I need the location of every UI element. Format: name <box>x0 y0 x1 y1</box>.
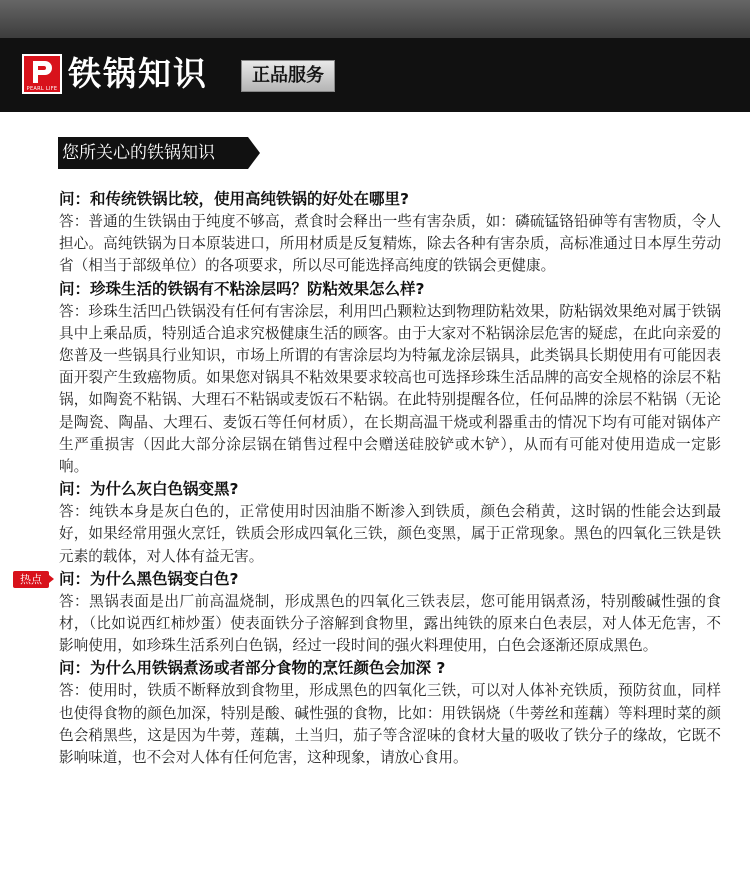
answer: 答：使用时，铁质不断释放到食物里，形成黑色的四氧化三铁，可以对人体补充铁质，预防贫血，同样也使得食物的颜色加深，特别是酸、碱性强的食物，比如：用铁锅烧（牛蒡丝和莲藕）等料理时菜的颜色会稍黑些，这是因为牛蒡，莲藕，土当归，茄子等含涩味的食材大量的吸收了铁分子的缘故，它既不影响味道，也不会对人体有任何危害，这种现象，请放心食用。 <box>59 682 721 767</box>
qa-item <box>59 657 721 769</box>
header-top-band <box>0 0 750 40</box>
answer: 答：珍珠生活凹凸铁锅没有任何有害涂层，利用凹凸颗粒达到物理防粘效果，防粘锅效果绝对属于铁锅具中上乘品质，特别适合追求究极健康生活的顾客。由于大家对不粘锅涂层危害的疑虑，在此向亲爱的您普及一些锅具行业知识，市场上所谓的有害涂层均为特氟龙涂层锅具，此类锅具长期使用有可能因表面开裂产生致癌物质。如果您对锅具不粘效果要求较高也可选择珍珠生活品牌的高安全规格的涂层不粘锅，如陶瓷不粘锅、大理石不粘锅或麦饭石不粘锅。在此特别提醒各位，任何品牌的涂层不粘锅（无论是陶瓷、陶晶、大理石、麦饭石等任何材质），在长期高温干烧或利器重击的情况下均有可能对锅体产生严重损害（因此大部分涂层锅在销售过程中会赠送硅胶铲或木铲），从而有可能对使用造成一定影响。 <box>59 302 721 476</box>
page-title: 铁锅知识 <box>68 54 208 93</box>
question: 问：为什么黑色锅变白色? <box>59 569 239 588</box>
question: 问：为什么灰白色锅变黑? <box>59 480 239 499</box>
question: 问：为什么用铁锅煮汤或者部分食物的烹饪颜色会加深 ? <box>59 659 446 678</box>
page-header <box>0 0 750 112</box>
qa-item <box>59 278 721 479</box>
question: 问：和传统铁锅比较，使用高纯铁锅的好处在哪里? <box>59 190 409 208</box>
section-title: 您所关心的铁锅知识 <box>62 143 215 163</box>
qa-list <box>20 188 721 769</box>
qa-item <box>20 568 721 658</box>
answer: 答：普通的生铁锅由于纯度不够高，煮食时会释出一些有害杂质，如：磷硫锰铬铅砷等有害物质，令人担心。高纯铁锅为日本原装进口，所用材质是反复精炼，除去各种有害杂质，高标准通过日本厚生劳动省（相当于部级单位）的各项要求，所以尽可能选择高纯度的铁锅会更健康。 <box>59 213 721 275</box>
brand-logo <box>22 54 62 94</box>
hot-tag: 热点 <box>13 571 49 588</box>
logo-brand-text: PEARL LIFE <box>26 86 58 92</box>
qa-item <box>59 188 721 278</box>
question: 问：珍珠生活的铁锅有不粘涂层吗？防粘效果怎么样? <box>59 279 425 298</box>
logo-p-icon <box>29 59 55 85</box>
answer: 答：黑锅表面是出厂前高温烧制，形成黑色的四氧化三铁表层，您可能用锅煮汤，特别酸碱性强的食材，（比如说西红柿炒蛋）使表面铁分子溶解到食物里，露出纯铁的原来白色表层，对人体无危害，不影响使用，如珍珠生活系列白色锅，经过一段时间的强火料理使用，白色会逐渐还原成黑色。 <box>59 592 721 655</box>
genuine-service-badge: 正品服务 <box>241 60 335 92</box>
qa-item <box>59 478 721 568</box>
answer: 答：纯铁本身是灰白色的，正常使用时因油脂不断渗入到铁质，颜色会稍黄，这时锅的性能会达到最好，如果经常用强火烹饪，铁质会形成四氧化三铁，颜色变黑，属于正常现象。黑色的四氧化三铁是铁元素的载体，对人体有益无害。 <box>59 503 721 565</box>
section-banner <box>58 137 258 169</box>
